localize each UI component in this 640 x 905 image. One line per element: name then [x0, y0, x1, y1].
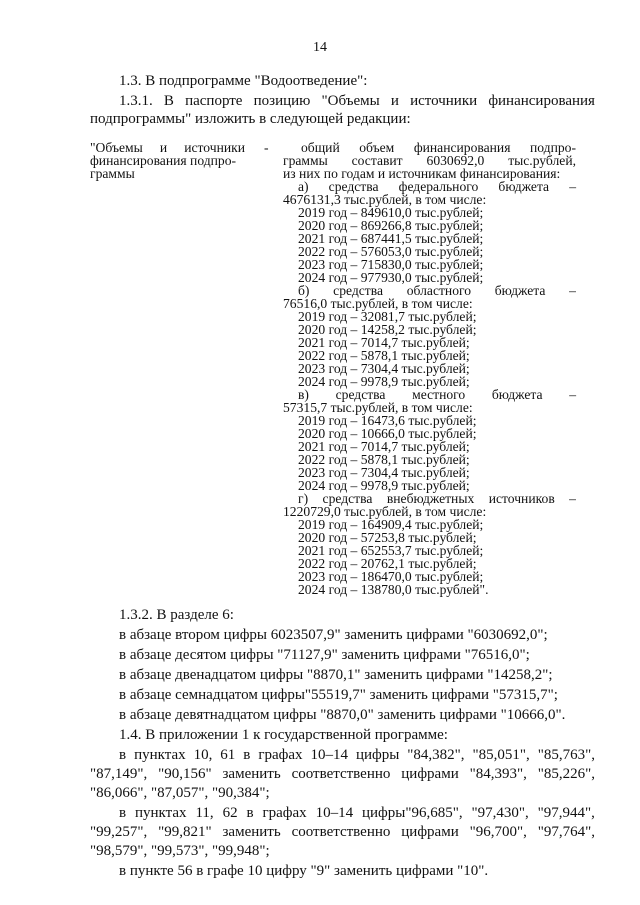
year-amount-line: 2021 год – 652553,7 тыс.рублей; — [298, 543, 484, 558]
year-amount-line: 2021 год – 7014,7 тыс.рублей; — [298, 335, 470, 350]
word: "96,700", — [469, 824, 527, 840]
word: "85,051", — [472, 747, 530, 763]
year-amount-line: 2020 год – 10666,0 тыс.рублей; — [298, 426, 477, 441]
subsection-1-3-1-line1 — [119, 93, 595, 110]
word: – — [569, 179, 576, 194]
table-right-line3: из них по годам и источникам финансирования: — [283, 166, 561, 181]
appendix-point-56: в пункте 56 в графе 10 цифру "9" заменить цифрами "10". — [119, 863, 489, 879]
word: В — [163, 93, 174, 109]
table-dash: - — [264, 140, 269, 155]
word: "Объемы — [321, 93, 380, 109]
amendment-paragraph-19: в абзаце девятнадцатом цифры "8870,0" заменить цифрами "10666,0". — [119, 707, 566, 723]
word: в — [119, 747, 127, 763]
word: составит — [351, 153, 403, 168]
word: "97,764", — [537, 824, 595, 840]
year-amount-line: 2022 год – 576053,0 тыс.рублей; — [298, 244, 484, 259]
word: – — [569, 491, 576, 506]
word: "Объемы — [90, 140, 143, 155]
word: объем — [359, 140, 395, 155]
word: цифрами — [401, 824, 459, 840]
word: – — [569, 387, 576, 402]
word: а) — [298, 179, 309, 194]
word: бюджета — [498, 179, 550, 194]
year-amount-line: 2023 год – 186470,0 тыс.рублей; — [298, 569, 484, 584]
word: заменить — [222, 824, 281, 840]
word: 1.3.1. — [119, 93, 153, 109]
word: 10–14 — [310, 747, 348, 763]
page-number: 14 — [313, 40, 327, 55]
word: 62 — [222, 805, 238, 821]
amendment-paragraph-12: в абзаце двенадцатом цифры "8870,1" заменить цифрами "14258,2"; — [119, 667, 553, 683]
word: в — [243, 747, 251, 763]
word: источники — [410, 93, 478, 109]
word: финансирования — [488, 93, 595, 109]
word: источников — [488, 491, 555, 506]
subsection-1-3-1-line2: подпрограммы" изложить в следующей редакции: — [90, 111, 411, 127]
word: "99,821" — [158, 824, 212, 840]
table-left-line3: граммы — [90, 166, 135, 181]
word: и — [159, 140, 168, 155]
word: графах — [262, 805, 307, 821]
appendix-points-10-61-line2 — [90, 766, 595, 783]
regional-budget-total: 76516,0 тыс.рублей, в том числе: — [283, 296, 473, 311]
year-amount-line: 2020 год – 57253,8 тыс.рублей; — [298, 530, 477, 545]
year-amount-line: 2023 год – 7304,4 тыс.рублей; — [298, 361, 470, 376]
word: заменить — [222, 766, 281, 782]
word: пунктах — [134, 747, 186, 763]
word: – — [569, 283, 576, 298]
word: средства — [322, 491, 373, 506]
word: 6030692,0 — [426, 153, 485, 168]
word: "85,763", — [537, 747, 595, 763]
appendix-points-10-61-line3: "86,066", "87,057", "90,384"; — [90, 785, 270, 801]
appendix-points-11-62-line2 — [90, 824, 595, 841]
word: в) — [298, 387, 309, 402]
year-amount-line: 2024 год – 9978,9 тыс.рублей; — [298, 374, 470, 389]
appendix-points-10-61-line1 — [119, 747, 595, 764]
extrabudgetary-total: 1220729,0 тыс.рублей, в том числе: — [283, 504, 487, 519]
word: источники — [184, 140, 245, 155]
word: общий — [301, 140, 340, 155]
word: "90,156" — [158, 766, 212, 782]
year-amount-line: 2024 год – 138780,0 тыс.рублей". — [298, 582, 489, 597]
year-amount-line: 2021 год – 7014,7 тыс.рублей; — [298, 439, 470, 454]
word: местного — [412, 387, 466, 402]
year-amount-line: 2021 год – 687441,5 тыс.рублей; — [298, 231, 484, 246]
word: средства — [328, 179, 379, 194]
year-amount-line: 2019 год – 849610,0 тыс.рублей; — [298, 205, 484, 220]
word: средства — [333, 283, 384, 298]
amendment-paragraph-10: в абзаце десятом цифры "71127,9" заменить цифрами "76516,0"; — [119, 647, 530, 663]
local-budget-total: 57315,7 тыс.рублей, в том числе: — [283, 400, 473, 415]
year-amount-line: 2022 год – 20762,1 тыс.рублей; — [298, 556, 477, 571]
word: "87,149", — [90, 766, 148, 782]
year-amount-line: 2024 год – 9978,9 тыс.рублей; — [298, 478, 470, 493]
year-amount-line: 2023 год – 7304,4 тыс.рублей; — [298, 465, 470, 480]
word: и — [390, 93, 399, 109]
word: 61 — [220, 747, 236, 763]
word: 10, — [193, 747, 213, 763]
word: цифрами — [401, 766, 459, 782]
word: финансирования — [413, 140, 511, 155]
word: графах — [258, 747, 303, 763]
word: 11, — [195, 805, 214, 821]
word: областного — [406, 283, 472, 298]
year-amount-line: 2022 год – 5878,1 тыс.рублей; — [298, 452, 470, 467]
word: "97,430", — [471, 805, 529, 821]
word: соответственно — [291, 766, 391, 782]
year-amount-line: 2023 год – 715830,0 тыс.рублей; — [298, 257, 484, 272]
appendix-points-11-62-line1 — [119, 805, 595, 822]
word: позицию — [253, 93, 311, 109]
federal-budget-total: 4676131,3 тыс.рублей, в том числе: — [283, 192, 487, 207]
word: г) — [298, 491, 309, 506]
word: внебюджетных — [386, 491, 475, 506]
year-amount-line: 2020 год – 869266,8 тыс.рублей; — [298, 218, 484, 233]
year-amount-line: 2024 год – 977930,0 тыс.рублей; — [298, 270, 484, 285]
table-left-line2: финансирования подпро- — [90, 153, 237, 168]
word: цифры"96,685", — [361, 805, 463, 821]
year-amount-line: 2019 год – 16473,6 тыс.рублей; — [298, 413, 477, 428]
year-amount-line: 2020 год – 14258,2 тыс.рублей; — [298, 322, 477, 337]
word: соответственно — [291, 824, 391, 840]
section-heading-1-4: 1.4. В приложении 1 к государственной программе: — [119, 727, 448, 743]
word: "99,257", — [90, 824, 148, 840]
amendment-paragraph-2: в абзаце втором цифры 6023507,9" заменить цифрами "6030692,0"; — [119, 627, 548, 643]
word: подпро- — [529, 140, 576, 155]
word: бюджета — [491, 387, 543, 402]
word: "84,393", — [469, 766, 527, 782]
word: в — [119, 805, 127, 821]
word: цифры — [355, 747, 400, 763]
word: б) — [298, 283, 310, 298]
word: граммы — [283, 153, 328, 168]
word: бюджета — [494, 283, 546, 298]
year-amount-line: 2022 год – 5878,1 тыс.рублей; — [298, 348, 470, 363]
word: паспорте — [185, 93, 243, 109]
year-amount-line: 2019 год – 164909,4 тыс.рублей; — [298, 517, 484, 532]
appendix-points-11-62-line3: "98,579", "99,573", "99,948"; — [90, 843, 270, 859]
word: "97,944", — [537, 805, 595, 821]
section-heading-1-3: 1.3. В подпрограмме "Водоотведение": — [119, 73, 368, 89]
word: "84,382", — [407, 747, 465, 763]
subsection-1-3-2: 1.3.2. В разделе 6: — [119, 607, 234, 623]
word: средства — [335, 387, 386, 402]
amendment-paragraph-17: в абзаце семнадцатом цифры"55519,7" заменить цифрами "57315,7"; — [119, 687, 558, 703]
word: пунктах — [135, 805, 187, 821]
word: федерального — [398, 179, 479, 194]
word: "85,226", — [537, 766, 595, 782]
year-amount-line: 2019 год – 32081,7 тыс.рублей; — [298, 309, 477, 324]
word: в — [246, 805, 254, 821]
word: тыс.рублей, — [508, 153, 576, 168]
word: 10–14 — [315, 805, 354, 821]
